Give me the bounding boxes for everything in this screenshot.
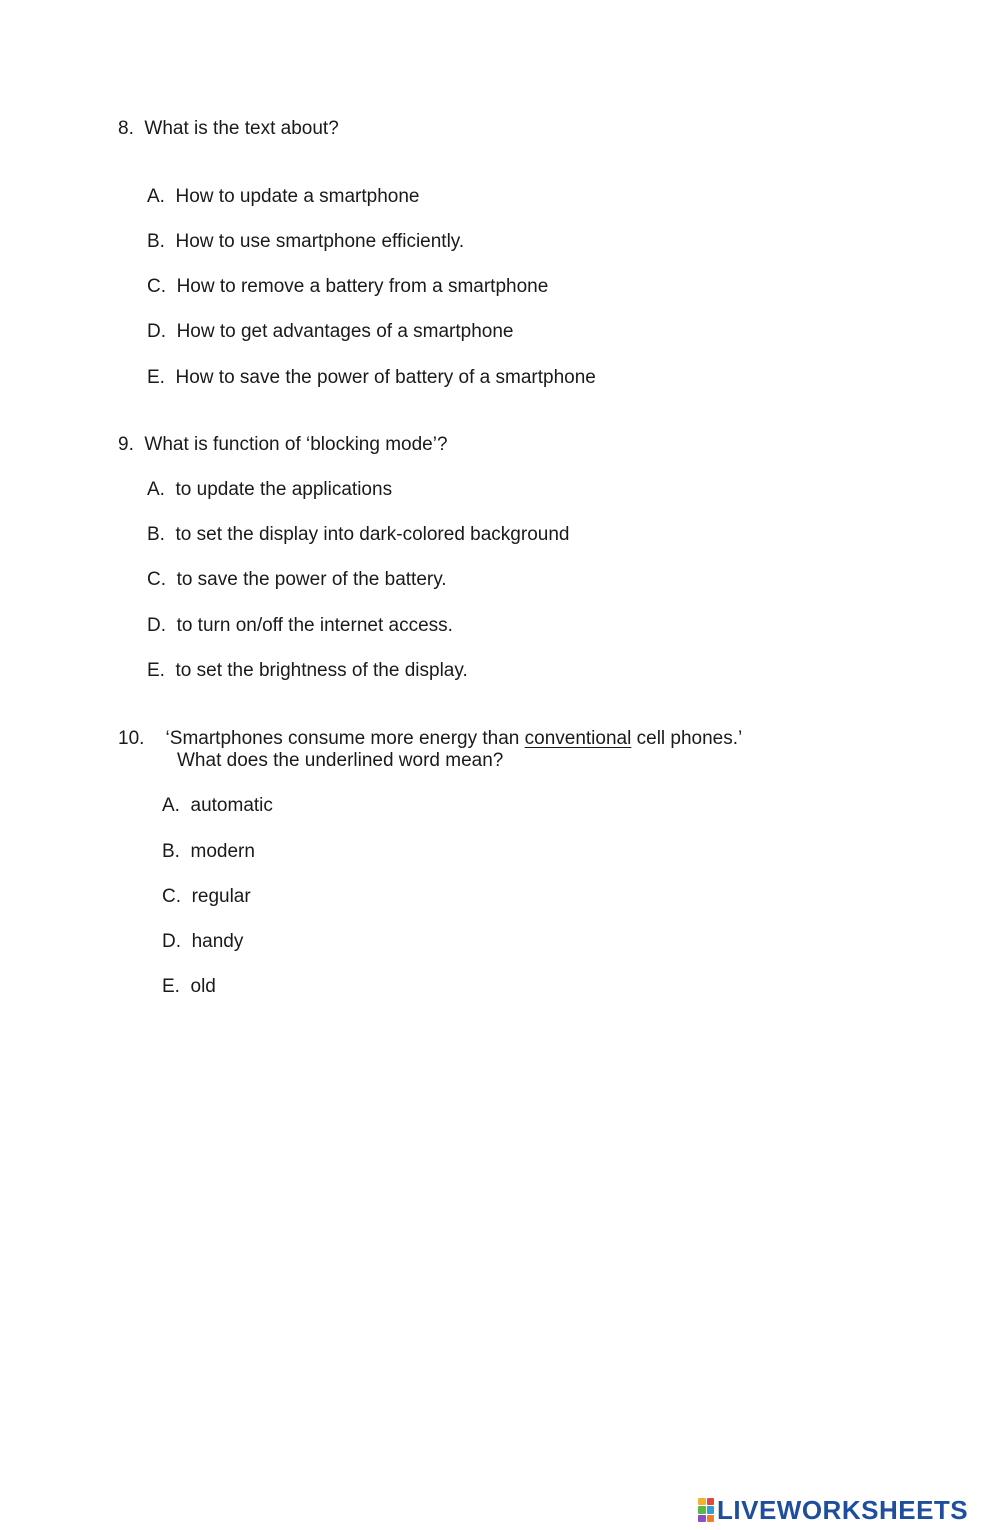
option-text: handy (191, 931, 244, 952)
logo-mark-icon (698, 1498, 714, 1522)
liveworksheets-logo[interactable] (698, 1496, 968, 1524)
question-10-number: 10. (118, 728, 145, 749)
option-letter: B. (147, 231, 165, 252)
question-10-option-c[interactable] (162, 886, 251, 908)
question-10-stem (118, 728, 742, 750)
question-9-option-a[interactable] (147, 479, 392, 501)
option-text: How to remove a battery from a smartphone (176, 276, 549, 297)
question-9-option-e[interactable] (147, 660, 468, 682)
option-letter: C. (147, 276, 166, 297)
question-8-option-a[interactable] (147, 186, 420, 208)
option-text: How to use smartphone efficiently. (175, 231, 465, 252)
question-8-number: 8. (118, 118, 134, 139)
option-text: automatic (190, 795, 273, 816)
option-text: to update the applications (175, 479, 393, 500)
option-text: How to get advantages of a smartphone (176, 321, 514, 342)
question-9-stem (118, 434, 448, 456)
question-10-option-b[interactable] (162, 841, 255, 863)
question-9-option-d[interactable] (147, 615, 453, 637)
option-letter: A. (147, 186, 165, 207)
option-letter: E. (147, 367, 165, 388)
option-text: to turn on/off the internet access. (176, 615, 453, 636)
question-8-stem (118, 118, 339, 140)
question-9-option-c[interactable] (147, 569, 447, 591)
option-letter: B. (162, 841, 180, 862)
question-8-text: What is the text about? (144, 118, 339, 139)
question-8-option-d[interactable] (147, 321, 514, 343)
option-letter: D. (147, 321, 166, 342)
logo-text: LIVEWORKSHEETS (717, 1495, 969, 1525)
question-10-option-a[interactable] (162, 795, 273, 817)
option-letter: C. (162, 886, 181, 907)
question-9-number: 9. (118, 434, 134, 455)
question-8-option-e[interactable] (147, 367, 596, 389)
option-text: How to update a smartphone (175, 186, 420, 207)
option-text: to set the brightness of the display. (175, 660, 468, 681)
underlined-word: conventional (524, 728, 632, 749)
option-text: to set the display into dark-colored background (175, 524, 570, 545)
question-10-stem-line2: What does the underlined word mean? (177, 750, 504, 771)
question-8-option-b[interactable] (147, 231, 464, 253)
option-letter: D. (147, 615, 166, 636)
question-9-option-b[interactable] (147, 524, 569, 546)
question-10-text-after: cell phones.’ (631, 728, 743, 749)
option-text: old (190, 976, 216, 997)
option-letter: A. (147, 479, 165, 500)
option-text: How to save the power of battery of a smartphone (175, 367, 596, 388)
question-10-text-before: ‘Smartphones consume more energy than (165, 728, 525, 749)
question-10-option-e[interactable] (162, 976, 216, 998)
question-10-option-d[interactable] (162, 931, 243, 953)
option-text: to save the power of the battery. (176, 569, 447, 590)
option-letter: A. (162, 795, 180, 816)
option-text: regular (191, 886, 251, 907)
option-letter: E. (162, 976, 180, 997)
option-text: modern (190, 841, 255, 862)
option-letter: C. (147, 569, 166, 590)
question-8-option-c[interactable] (147, 276, 548, 298)
question-9-text: What is function of ‘blocking mode’? (144, 434, 448, 455)
option-letter: D. (162, 931, 181, 952)
option-letter: E. (147, 660, 165, 681)
option-letter: B. (147, 524, 165, 545)
